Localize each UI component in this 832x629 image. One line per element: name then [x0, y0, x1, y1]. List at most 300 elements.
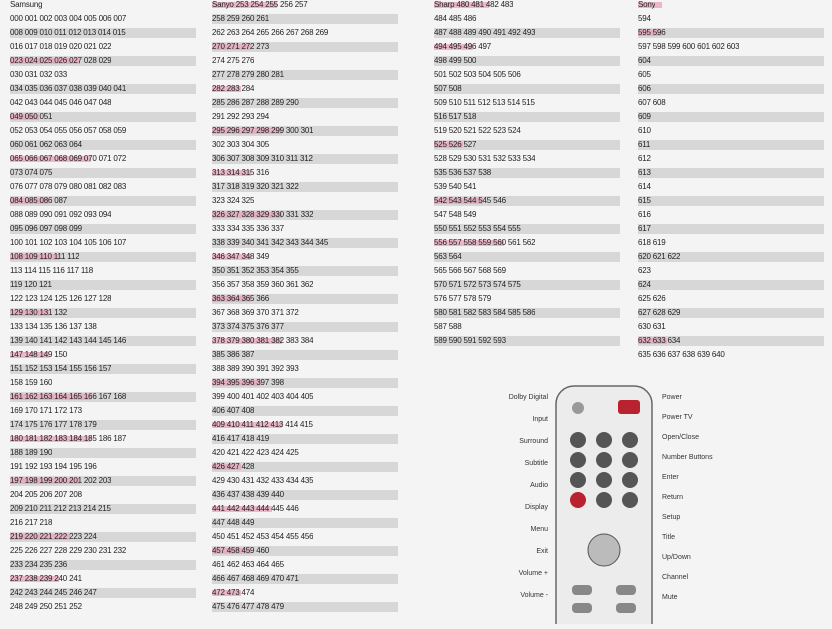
- code-row: [638, 210, 824, 220]
- code-row: [10, 560, 196, 570]
- code-row: [10, 336, 196, 346]
- code-text: 615: [638, 196, 651, 205]
- remote-label-left: Menu: [530, 526, 548, 533]
- code-text: 000 001 002 003 004 005 006 007: [10, 14, 127, 23]
- code-text: 624: [638, 280, 651, 289]
- code-row: [10, 490, 196, 500]
- code-row: [10, 546, 196, 556]
- code-text: 323 324 325: [212, 196, 255, 205]
- code-row: [10, 182, 196, 192]
- rocker-button: [572, 585, 592, 595]
- code-row: [434, 252, 620, 262]
- code-row: [638, 322, 824, 332]
- code-text: 188 189 190: [10, 448, 53, 457]
- remote-label-right: Open/Close: [662, 434, 699, 441]
- code-text: 285 286 287 288 289 290: [212, 98, 299, 107]
- remote-top-button: [572, 402, 584, 414]
- code-row: [212, 224, 398, 234]
- code-text: 291 292 293 294: [212, 112, 270, 121]
- code-text: Sony: [638, 0, 656, 9]
- code-row: [434, 126, 620, 136]
- code-row: [638, 112, 824, 122]
- code-row: [10, 112, 196, 122]
- code-row: [434, 168, 620, 178]
- code-text: 350 351 352 353 354 355: [212, 266, 299, 275]
- code-row: [638, 238, 824, 248]
- dpad: [588, 534, 620, 566]
- code-row: [638, 56, 824, 66]
- code-row: [212, 238, 398, 248]
- keypad-button: [622, 472, 638, 488]
- keypad-button: [596, 432, 612, 448]
- code-text: 426 427 428: [212, 462, 255, 471]
- code-row: [10, 420, 196, 430]
- code-text: 565 566 567 568 569: [434, 266, 506, 275]
- code-text: 277 278 279 280 281: [212, 70, 284, 79]
- remote-label-right: Return: [662, 494, 684, 501]
- code-row: [212, 112, 398, 122]
- code-text: 612: [638, 154, 651, 163]
- code-text: 409 410 411 412 413 414 415: [212, 420, 313, 429]
- code-row: [212, 28, 398, 38]
- code-row: [10, 518, 196, 528]
- code-row: [212, 252, 398, 262]
- code-text: 030 031 032 033: [10, 70, 68, 79]
- code-text: 119 120 121: [10, 280, 52, 289]
- code-row: [212, 196, 398, 206]
- code-row: [434, 322, 620, 332]
- remote-label-right: Power TV: [662, 414, 693, 421]
- code-text: 618 619: [638, 238, 666, 247]
- code-row: [638, 182, 824, 192]
- keypad-button: [570, 492, 586, 508]
- code-row: [638, 266, 824, 276]
- code-row: [10, 308, 196, 318]
- code-row: [434, 28, 620, 38]
- remote-label-left: Exit: [536, 548, 548, 555]
- code-text: 570 571 572 573 574 575: [434, 280, 521, 289]
- code-text: 313 314 315 316: [212, 168, 270, 177]
- code-row: [212, 434, 398, 444]
- code-text: 494 495 496 497: [434, 42, 492, 51]
- code-row: [10, 574, 196, 584]
- code-text: 197 198 199 200 201 202 203: [10, 476, 112, 485]
- code-text: 191 192 193 194 195 196: [10, 462, 97, 471]
- code-text: 237 238 239 240 241: [10, 574, 82, 583]
- code-text: 441 442 443 444 445 446: [212, 504, 299, 513]
- code-row: [434, 84, 620, 94]
- code-text: 049 050 051: [10, 112, 53, 121]
- code-text: 406 407 408: [212, 406, 255, 415]
- code-row: [434, 70, 620, 80]
- code-row: [10, 378, 196, 388]
- code-row: [212, 490, 398, 500]
- code-row: [434, 238, 620, 248]
- code-text: 605: [638, 70, 651, 79]
- rocker-button: [616, 585, 636, 595]
- code-text: 429 430 431 432 433 434 435: [212, 476, 314, 485]
- code-column-3: [434, 0, 620, 350]
- code-text: 466 467 468 469 470 471: [212, 574, 299, 583]
- code-text: 052 053 054 055 056 057 058 059: [10, 126, 127, 135]
- code-text: 487 488 489 490 491 492 493: [434, 28, 536, 37]
- code-text: 587 588: [434, 322, 462, 331]
- code-row: [212, 378, 398, 388]
- code-text: 113 114 115 116 117 118: [10, 266, 94, 275]
- code-row: [434, 14, 620, 24]
- code-text: 225 226 227 228 229 230 231 232: [10, 546, 127, 555]
- code-text: 394 395 396 397 398: [212, 378, 284, 387]
- keypad-button: [622, 432, 638, 448]
- code-text: 204 205 206 207 208: [10, 490, 82, 499]
- code-text: 065 066 067 068 069 070 071 072: [10, 154, 127, 163]
- code-column-4: [638, 0, 824, 364]
- code-text: 616: [638, 210, 651, 219]
- code-text: 016 017 018 019 020 021 022: [10, 42, 112, 51]
- code-row: [638, 14, 824, 24]
- remote-label-left: Surround: [519, 438, 548, 445]
- code-row: [212, 210, 398, 220]
- code-text: 519 520 521 522 523 524: [434, 126, 521, 135]
- code-row: [212, 266, 398, 276]
- code-row: [10, 322, 196, 332]
- code-column-1: [10, 0, 196, 616]
- remote-label-left: Volume -: [520, 592, 548, 599]
- code-text: 461 462 463 464 465: [212, 560, 284, 569]
- code-text: Sharp 480 481 482 483: [434, 0, 514, 9]
- code-text: 450 451 452 453 454 455 456: [212, 532, 314, 541]
- code-text: 363 364 365 366: [212, 294, 270, 303]
- code-text: 233 234 235 236: [10, 560, 68, 569]
- remote-diagram: [428, 360, 832, 624]
- keypad-button: [570, 432, 586, 448]
- code-text: 635 636 637 638 639 640: [638, 350, 725, 359]
- code-text: 174 175 176 177 178 179: [10, 420, 97, 429]
- remote-label-left: Audio: [530, 482, 548, 489]
- code-text: Sanyo 253 254 255 256 257: [212, 0, 308, 9]
- code-row: [212, 602, 398, 612]
- keypad-button: [622, 452, 638, 468]
- code-text: 516 517 518: [434, 112, 477, 121]
- code-row: [212, 154, 398, 164]
- code-text: 620 621 622: [638, 252, 681, 261]
- code-row: [434, 154, 620, 164]
- code-row: [212, 140, 398, 150]
- code-row: [434, 0, 620, 10]
- code-row: [10, 42, 196, 52]
- code-text: 076 077 078 079 080 081 082 083: [10, 182, 127, 191]
- code-text: 122 123 124 125 126 127 128: [10, 294, 112, 303]
- code-row: [212, 98, 398, 108]
- code-row: [434, 266, 620, 276]
- code-text: 274 275 276: [212, 56, 255, 65]
- code-text: 108 109 110 111 112: [10, 252, 80, 261]
- code-row: [638, 308, 824, 318]
- code-text: 457 458 459 460: [212, 546, 270, 555]
- code-row: [212, 518, 398, 528]
- code-text: 385 386 387: [212, 350, 255, 359]
- code-row: [10, 238, 196, 248]
- code-text: 613: [638, 168, 651, 177]
- code-row: [10, 532, 196, 542]
- code-text: 008 009 010 011 012 013 014 015: [10, 28, 126, 37]
- code-text: 507 508: [434, 84, 462, 93]
- code-row: [212, 420, 398, 430]
- remote-power-button: [618, 400, 640, 414]
- code-row: [638, 70, 824, 80]
- code-column-2: [212, 0, 398, 616]
- code-row: [434, 182, 620, 192]
- code-row: [212, 392, 398, 402]
- code-row: [212, 70, 398, 80]
- code-row: [434, 196, 620, 206]
- code-row: [10, 28, 196, 38]
- code-text: 129 130 131 132: [10, 308, 68, 317]
- remote-label-right: Number Buttons: [662, 454, 713, 461]
- code-row: [10, 462, 196, 472]
- code-text: 617: [638, 224, 651, 233]
- code-text: 484 485 486: [434, 14, 477, 23]
- code-row: [638, 350, 824, 360]
- code-row: [212, 448, 398, 458]
- code-text: 595 596: [638, 28, 666, 37]
- code-row: [10, 14, 196, 24]
- code-row: [212, 182, 398, 192]
- code-text: 346 347 348 349: [212, 252, 270, 261]
- code-text: 630 631: [638, 322, 666, 331]
- code-text: 073 074 075: [10, 168, 53, 177]
- code-row: [10, 350, 196, 360]
- code-text: 282 283 284: [212, 84, 255, 93]
- code-row: [638, 294, 824, 304]
- code-row: [434, 98, 620, 108]
- rocker-button: [616, 603, 636, 613]
- code-text: 161 162 163 164 165 166 167 168: [10, 392, 127, 401]
- code-text: 373 374 375 376 377: [212, 322, 284, 331]
- remote-label-left: Subtitle: [524, 460, 548, 467]
- rocker-button: [572, 603, 592, 613]
- code-text: 475 476 477 478 479: [212, 602, 284, 611]
- code-row: [10, 154, 196, 164]
- code-text: 436 437 438 439 440: [212, 490, 284, 499]
- code-text: 356 357 358 359 360 361 362: [212, 280, 314, 289]
- code-row: [434, 140, 620, 150]
- code-text: 088 089 090 091 092 093 094: [10, 210, 112, 219]
- code-text: 607 608: [638, 98, 666, 107]
- code-row: [434, 112, 620, 122]
- code-text: 625 626: [638, 294, 666, 303]
- code-text: 338 339 340 341 342 343 344 345: [212, 238, 329, 247]
- code-text: 550 551 552 553 554 555: [434, 224, 521, 233]
- code-row: [212, 84, 398, 94]
- code-text: 632 633 634: [638, 336, 681, 345]
- code-row: [212, 574, 398, 584]
- code-row: [638, 84, 824, 94]
- code-row: [10, 266, 196, 276]
- code-row: [212, 0, 398, 10]
- code-text: 447 448 449: [212, 518, 255, 527]
- code-row: [10, 56, 196, 66]
- code-row: [212, 42, 398, 52]
- code-row: [212, 364, 398, 374]
- remote-label-right: Setup: [662, 514, 681, 521]
- code-text: 609: [638, 112, 651, 121]
- code-text: 388 389 390 391 392 393: [212, 364, 299, 373]
- code-row: [434, 210, 620, 220]
- code-text: 060 061 062 063 064: [10, 140, 82, 149]
- code-row: [10, 294, 196, 304]
- code-row: [10, 406, 196, 416]
- code-row: [638, 28, 824, 38]
- code-text: 509 510 511 512 513 514 515: [434, 98, 535, 107]
- code-text: 589 590 591 592 593: [434, 336, 506, 345]
- code-row: [10, 0, 196, 10]
- code-text: 209 210 211 212 213 214 215: [10, 504, 111, 513]
- remote-label-left: Dolby Digital: [508, 394, 548, 401]
- code-row: [212, 546, 398, 556]
- code-row: [10, 280, 196, 290]
- code-row: [10, 448, 196, 458]
- code-row: [10, 126, 196, 136]
- code-row: [212, 280, 398, 290]
- code-row: [434, 224, 620, 234]
- code-text: 563 564: [434, 252, 462, 261]
- code-text: 270 271 272 273: [212, 42, 270, 51]
- code-text: 100 101 102 103 104 105 106 107: [10, 238, 127, 247]
- code-text: 472 473 474: [212, 588, 255, 597]
- remote-label-right: Up/Down: [662, 554, 691, 561]
- code-row: [10, 252, 196, 262]
- code-row: [212, 168, 398, 178]
- code-text: 147 148 149 150: [10, 350, 68, 359]
- code-text: 576 577 578 579: [434, 294, 492, 303]
- remote-label-right: Title: [662, 534, 675, 541]
- remote-label-left: Display: [525, 504, 548, 511]
- code-row: [10, 168, 196, 178]
- code-text: 528 529 530 531 532 533 534: [434, 154, 536, 163]
- keypad-button: [570, 452, 586, 468]
- code-text: 169 170 171 172 173: [10, 406, 82, 415]
- code-row: [638, 336, 824, 346]
- code-row: [212, 560, 398, 570]
- code-row: [212, 336, 398, 346]
- code-row: [212, 350, 398, 360]
- code-text: 219 220 221 222 223 224: [10, 532, 97, 541]
- code-row: [638, 154, 824, 164]
- code-row: [638, 168, 824, 178]
- code-row: [10, 70, 196, 80]
- keypad-button: [596, 452, 612, 468]
- code-row: [10, 504, 196, 514]
- code-row: [212, 294, 398, 304]
- code-text: 610: [638, 126, 651, 135]
- code-text: 604: [638, 56, 651, 65]
- code-text: 242 243 244 245 246 247: [10, 588, 97, 597]
- code-text: 317 318 319 320 321 322: [212, 182, 299, 191]
- code-text: 262 263 264 265 266 267 268 269: [212, 28, 329, 37]
- keypad-button: [596, 472, 612, 488]
- code-row: [638, 0, 824, 10]
- code-text: 597 598 599 600 601 602 603: [638, 42, 740, 51]
- code-text: 023 024 025 026 027 028 029: [10, 56, 112, 65]
- remote-label-right: Channel: [662, 574, 689, 581]
- code-row: [10, 224, 196, 234]
- code-text: 151 152 153 154 155 156 157: [10, 364, 112, 373]
- code-text: 378 379 380 381 382 383 384: [212, 336, 314, 345]
- code-row: [212, 322, 398, 332]
- code-row: [10, 476, 196, 486]
- code-text: 326 327 328 329 330 331 332: [212, 210, 314, 219]
- code-text: 580 581 582 583 584 585 586: [434, 308, 536, 317]
- code-text: 556 557 558 559 560 561 562: [434, 238, 536, 247]
- code-row: [212, 462, 398, 472]
- code-text: 623: [638, 266, 651, 275]
- code-text: 333 334 335 336 337: [212, 224, 284, 233]
- code-text: 416 417 418 419: [212, 434, 270, 443]
- code-text: 295 296 297 298 299 300 301: [212, 126, 314, 135]
- keypad-button: [622, 492, 638, 508]
- code-text: 216 217 218: [10, 518, 53, 527]
- code-row: [212, 126, 398, 136]
- code-row: [212, 532, 398, 542]
- code-text: 248 249 250 251 252: [10, 602, 82, 611]
- code-row: [638, 140, 824, 150]
- code-row: [434, 280, 620, 290]
- code-row: [212, 308, 398, 318]
- code-text: 594: [638, 14, 651, 23]
- code-text: 614: [638, 182, 651, 191]
- code-row: [638, 42, 824, 52]
- code-row: [10, 392, 196, 402]
- code-row: [434, 308, 620, 318]
- code-row: [212, 588, 398, 598]
- code-text: 542 543 544 545 546: [434, 196, 506, 205]
- code-row: [10, 602, 196, 612]
- keypad-button: [596, 492, 612, 508]
- code-text: 306 307 308 309 310 311 312: [212, 154, 313, 163]
- remote-label-left: Volume +: [518, 570, 548, 577]
- code-text: 539 540 541: [434, 182, 477, 191]
- code-row: [638, 98, 824, 108]
- code-row: [10, 140, 196, 150]
- code-row: [10, 588, 196, 598]
- code-text: 258 259 260 261: [212, 14, 270, 23]
- code-row: [212, 56, 398, 66]
- code-text: 535 536 537 538: [434, 168, 492, 177]
- code-text: 547 548 549: [434, 210, 477, 219]
- code-row: [638, 126, 824, 136]
- remote-label-right: Enter: [662, 474, 679, 481]
- code-row: [212, 406, 398, 416]
- code-row: [212, 476, 398, 486]
- remote-label-right: Power: [662, 394, 682, 401]
- code-row: [638, 252, 824, 262]
- code-text: 158 159 160: [10, 378, 53, 387]
- code-text: Samsung: [10, 0, 43, 9]
- code-row: [212, 14, 398, 24]
- code-row: [10, 210, 196, 220]
- code-text: 042 043 044 045 046 047 048: [10, 98, 112, 107]
- code-row: [10, 364, 196, 374]
- code-row: [434, 56, 620, 66]
- code-text: 420 421 422 423 424 425: [212, 448, 299, 457]
- code-text: 399 400 401 402 403 404 405: [212, 392, 314, 401]
- code-text: 034 035 036 037 038 039 040 041: [10, 84, 127, 93]
- code-row: [434, 336, 620, 346]
- code-text: 627 628 629: [638, 308, 681, 317]
- code-row: [434, 42, 620, 52]
- code-text: 180 181 182 183 184 185 186 187: [10, 434, 127, 443]
